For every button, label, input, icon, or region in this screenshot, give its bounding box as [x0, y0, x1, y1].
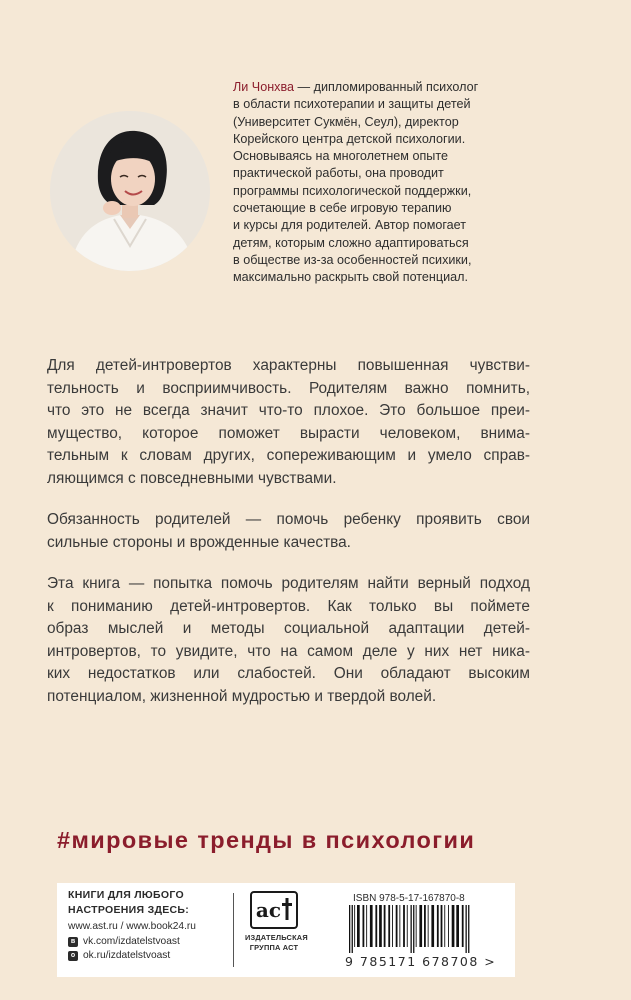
- ok-icon: о: [68, 951, 78, 961]
- publisher-info-box: [57, 883, 515, 977]
- paragraph-line: ких недостатков или слабостей. Они обладают высоким: [47, 665, 530, 683]
- bio-line: Корейского центра детской психологии.: [233, 131, 466, 146]
- promo-title-line: НАСТРОЕНИЯ ЗДЕСЬ:: [68, 903, 190, 916]
- author-name: Ли Чонхва: [233, 80, 295, 94]
- vk-link[interactable]: [68, 935, 238, 950]
- vk-link-text: vk.com/izdatelstvoast: [83, 935, 180, 947]
- publisher-logo: [245, 891, 308, 952]
- divider: [233, 893, 234, 967]
- annotation-paragraph-2: [47, 509, 530, 554]
- publisher-caption: [245, 933, 308, 952]
- paragraph-line: интровертов, то увидите, что на самом деле у них нет ника-: [47, 642, 530, 660]
- bio-line: Ли Чонхва — дипломированный психолог: [233, 80, 479, 94]
- paragraph-line: образ мыслей и методы социальной адаптации детей-: [47, 620, 530, 638]
- paragraph-line: к пониманию детей-интровертов. Как только вы поймете: [47, 597, 530, 615]
- barcode-bar: [411, 905, 412, 953]
- paragraph-line: тельность и восприимчивость. Родителям важно помнить,: [47, 379, 530, 397]
- barcode-bar: [452, 905, 455, 947]
- promo-title-line: КНИГИ ДЛЯ ЛЮБОГО: [68, 889, 184, 901]
- paragraph-line: мущество, которое поможет вырасти человеком, внима-: [47, 424, 530, 442]
- barcode-bar: [441, 905, 443, 947]
- barcode-bar: [352, 905, 353, 953]
- barcode-bar: [437, 905, 439, 947]
- publisher-caption-line: ИЗДАТЕЛЬСКАЯ: [245, 933, 308, 942]
- bio-line: в области психотерапии и защиты детей: [233, 97, 471, 112]
- series-hashtag: #мировые тренды в психологии: [57, 827, 476, 853]
- barcode-bar: [416, 905, 417, 947]
- paragraph-line: Для детей-интровертов характерны повышенная чувстви-: [47, 357, 530, 374]
- paragraph-line: сильные стороны и врожденные качества.: [47, 533, 351, 551]
- paragraph-line: Обязанность родителей — помочь ребенку проявить свои: [47, 511, 530, 528]
- barcode-bar: [379, 905, 382, 947]
- author-photo: [50, 111, 210, 271]
- paragraph-line: что это не всегда значит что-то плохое. Это большое преи-: [47, 402, 530, 420]
- paragraph-line: Эта книга — попытка помочь родителям найти верный подход: [47, 575, 530, 592]
- barcode-bar: [403, 905, 405, 947]
- barcode: [347, 905, 505, 953]
- vk-icon: в: [68, 937, 78, 947]
- ast-logo-mark: [250, 891, 298, 929]
- barcode-digits: 9 785171 678708 >: [345, 954, 497, 969]
- bio-line: практической работы, она проводит: [233, 166, 444, 181]
- publisher-caption-line: ГРУППА АСТ: [249, 942, 299, 952]
- barcode-bar: [354, 905, 355, 947]
- barcode-bar: [468, 905, 469, 953]
- bio-line: сочетающие в себе игровую терапию: [233, 201, 452, 216]
- barcode-bar: [407, 905, 408, 947]
- bio-line: детям, которым сложно адаптироваться: [233, 235, 469, 250]
- barcode-bar: [424, 905, 426, 947]
- promo-block: [68, 888, 238, 964]
- bio-line: программы психологической поддержки,: [233, 183, 472, 198]
- barcode-bar: [349, 905, 350, 953]
- barcode-bar: [431, 905, 434, 947]
- annotation-paragraph-3: [47, 573, 530, 709]
- barcode-bar: [456, 905, 459, 947]
- bio-line: максимально раскрыть свой потенциал.: [233, 270, 468, 285]
- author-bio: [233, 79, 523, 287]
- bio-line: в обществе из-за особенностей психики,: [233, 252, 472, 267]
- barcode-bar: [419, 905, 422, 947]
- paragraph-line: тельным к словам других, сопереживающим и умело справ-: [47, 447, 530, 465]
- barcode-bar: [370, 905, 373, 947]
- barcode-bar: [448, 905, 449, 947]
- barcode-bar: [428, 905, 429, 947]
- barcode-bar: [462, 905, 464, 947]
- barcode-bar: [399, 905, 400, 947]
- barcode-bar: [466, 905, 467, 953]
- barcode-bar: [413, 905, 414, 953]
- isbn-label: ISBN 978-5-17-167870-8: [353, 893, 465, 904]
- bio-line: и курсы для родителей. Автор помогает: [233, 218, 467, 233]
- ok-link-text: ok.ru/izdatelstvoast: [83, 950, 171, 961]
- barcode-bar: [392, 905, 393, 947]
- barcode-bar: [384, 905, 386, 947]
- barcode-bar: [357, 905, 360, 947]
- paragraph-line: ляющимся с повседневными чувствами.: [47, 469, 337, 487]
- barcode-bar: [396, 905, 398, 947]
- barcode-bar: [366, 905, 367, 947]
- barcode-bar: [375, 905, 377, 947]
- website-links[interactable]: www.ast.ru / www.book24.ru: [68, 921, 196, 932]
- ok-link[interactable]: [68, 949, 238, 964]
- barcode-bar: [444, 905, 445, 947]
- annotation-paragraph-1: [47, 355, 530, 491]
- barcode-bar: [388, 905, 390, 947]
- paragraph-line: потенциалом, жизненной мудростью и твердой волей.: [47, 687, 437, 705]
- bio-line: (Университет Сукмён, Сеул), директор: [233, 114, 459, 129]
- barcode-bar: [363, 905, 365, 947]
- logo-text: ac: [255, 898, 282, 922]
- bio-line: Основываясь на многолетнем опыте: [233, 149, 448, 164]
